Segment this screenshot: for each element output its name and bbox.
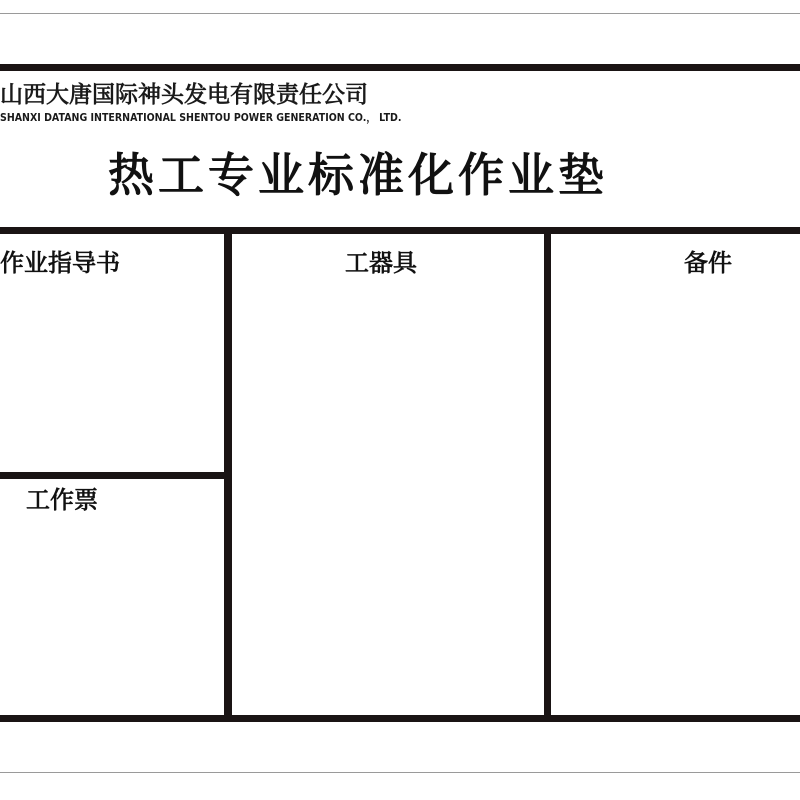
frame-edge-bottom — [0, 772, 800, 773]
company-name-en: SHANXI DATANG INTERNATIONAL SHENTOU POWER GENERATION CO.， LTD. — [0, 111, 402, 124]
section-label-spare-parts: 备件 — [684, 249, 732, 277]
frame-edge-top — [0, 13, 800, 14]
column-divider-right — [544, 227, 551, 722]
border-bottom — [0, 715, 800, 722]
border-top — [0, 64, 800, 71]
section-label-work-ticket: 工作票 — [26, 486, 98, 514]
left-column-divider — [0, 472, 228, 479]
page-title: 热工专业标准化作业垫 — [108, 148, 608, 202]
header-divider — [0, 227, 800, 234]
company-name-cn: 山西大唐国际神头发电有限责任公司 — [0, 82, 368, 108]
section-label-tools: 工器具 — [345, 249, 417, 277]
section-label-instructions: 作业指导书 — [0, 249, 120, 277]
